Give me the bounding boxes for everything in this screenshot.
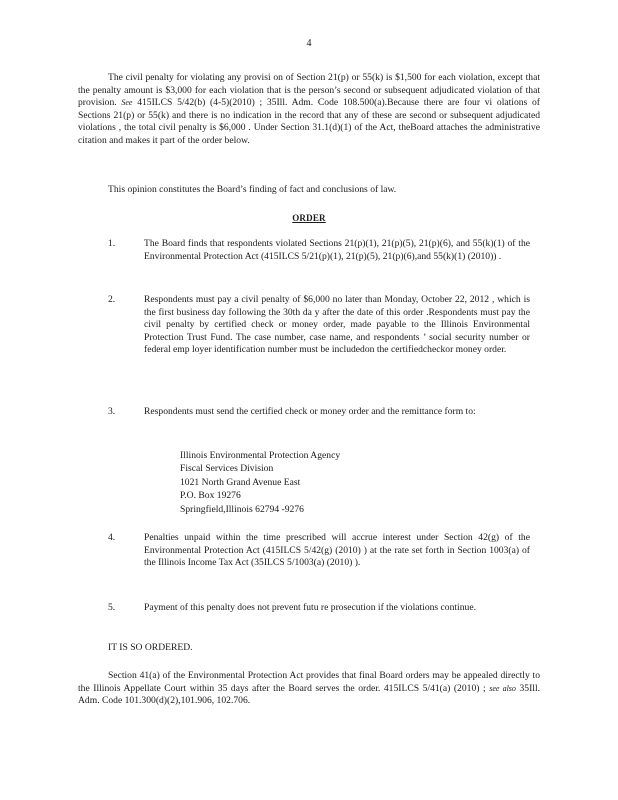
order-heading-text: ORDER — [292, 213, 326, 223]
address-line: 1021 North Grand Avenue East — [180, 476, 301, 488]
item-text: The Board finds that respondents violated Sections 21(p)(1), 21(p)(5), 21(p)(6), and 55(k)(1) of the Environmental Protection Act (415ILCS 5/21(p)(1), 21(p)(5), 21(p)(6),and 55(k)(1) (2010)) . — [144, 238, 530, 262]
paragraph-text: The civil penalty for violating any provisi on of Section 21(p) or 55(k) is $1,500 for each violation, except that the penalty amount is $3,000 for each violation that is the person’s second or subsequent adjudicated violation of that provision. — [78, 72, 540, 109]
civil-penalty-paragraph — [78, 72, 540, 148]
order-heading — [0, 212, 618, 226]
remittance-address — [180, 449, 340, 516]
item-text: Payment of this penalty does not prevent futu re prosecution if the violations continue. — [144, 602, 476, 613]
opinion-paragraph: This opinion constitutes the Board’s finding of fact and conclusions of law. — [108, 184, 397, 195]
item-text: Respondents must send the certified check or money order and the remittance form to: — [144, 406, 476, 417]
item-number: 1. — [108, 238, 116, 249]
item-text: Penalties unpaid within the time prescribed will accrue interest under Section 42(g) of the Environmental Protection Act (415ILCS 5/42(g) (2010) ) at the rate set forth in Section 1003(a) of the Illinois Income Tax Act (35ILCS 5/1003(a) (2010) ). — [144, 532, 530, 569]
appeal-paragraph — [78, 670, 540, 708]
address-line: Illinois Environmental Protection Agency — [180, 450, 341, 461]
page-number: 4 — [306, 38, 312, 49]
item-text: Respondents must pay a civil penalty of $6,000 no later than Monday, October 22, 2012 , which is the first business day following the 30th da y after the date of this order .Respondents must pay the civil penalty by certified check or money order, made payable to the Illinois Environmental Protection Trust Fund. The case number, case name, and respondents ’ social security number or federal emp loyer identification number must be includedon the certifiedcheckor money order. — [144, 294, 530, 356]
paragraph-text: Section 41(a) of the Environmental Protection Act provides that final Board orders may be appealed directly to the Illinois Appellate Court within 35 days after the Board serves the order. 415ILCS 5/41(a) (2010) ; — [78, 670, 540, 694]
paragraph-text: 35Ill. Adm. Code 101.300(d)(2),101.906, 102.706. — [78, 682, 541, 707]
item-number: 2. — [108, 294, 116, 305]
citation-signal: See — [121, 98, 133, 108]
paragraph-text: 415ILCS 5/42(b) (4-5)(2010) ; 35Ill. Adm. Code 108.500(a).Because there are four vi olations of Sections 21(p) or 55(k) and there is no indication in the record that any of these are second or subsequent adjudicated violations , the total civil penalty is $6,000 . Under Section 31.1(d)(1) of the Act, theBoard attaches the administrative citation and makes it part of the order below. — [78, 97, 540, 146]
item-number: 4. — [108, 532, 116, 543]
item-number: 3. — [108, 406, 116, 417]
address-line: Fiscal Services Division — [180, 463, 274, 475]
item-number: 5. — [108, 602, 116, 613]
address-line: P.O. Box 19276 — [180, 490, 241, 502]
citation-signal: see also — [489, 683, 516, 693]
so-ordered-line: IT IS SO ORDERED. — [108, 642, 193, 653]
address-line: Springfield,Illinois 62794 -9276 — [180, 503, 304, 515]
